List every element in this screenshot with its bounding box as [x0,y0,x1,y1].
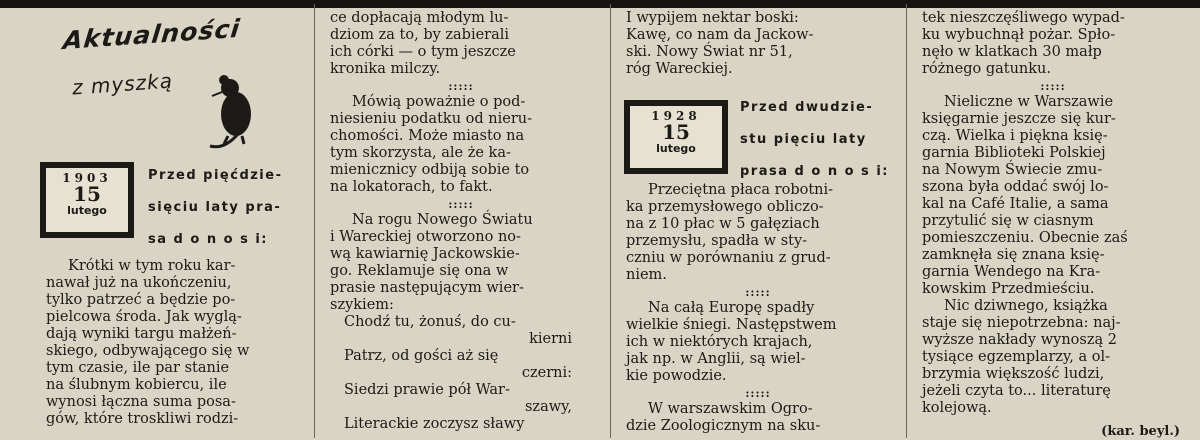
verse-line: Patrz, od gości aż się [344,348,499,364]
verse-wrap: kierni [529,331,572,347]
paragraph: Przeciętna płaca robotni- ka przemysłowego obliczo- na z 10 płac w 5 gałęziach przemysłu, spadła w sty- czniu w porównaniu z grud- niem. [626,182,834,283]
verse-line: Literackie zoczysz sławy [344,416,525,432]
paragraph: ce dopłacają młodym lu- dziom za to, by zabierali ich córki — o tym jeszcze kronika milczy. [330,10,516,77]
lead-1928 [740,92,900,188]
advert-verse [330,314,592,433]
date-month: lutego [656,142,696,155]
date-month: lutego [67,204,107,217]
separator: ::::: [448,80,474,93]
date-year: 1928 [651,109,701,123]
paragraph: I wypijem nektar boski: Kawę, co nam da Jackow- ski. Nowy Świat nr 51, róg Wareckiej. [626,10,814,77]
separator: ::::: [745,387,771,400]
verse-line: Siedzi prawie pół War- [344,382,510,398]
date-box-1928 [624,100,728,174]
date-box-1903 [40,162,134,238]
paragraph: Na rogu Nowego Światu i Wareckiej otworzono no- wą kawiarnię Jackowskie- go. Reklamuje się ona w prasie następującym wier- szykiem: [330,212,533,313]
mouse-icon [204,70,264,154]
verse-line: Chodź tu, żonuś, do cu- [344,314,516,330]
paragraph: Nieliczne w Warszawie księgarnie jeszcze się kur- czą. Wielka i piękna księ- garnia Biblioteki Polskiej na Nowym Świecie zmu- szona była oddać swój lo- kal na Café Italie, a sama przytulić się w ciasnym pomieszczeniu. Obecnie zaś zamknęła się znana księ- garnia Wendego na Kra- kowskim Przedmieściu. [922,94,1128,297]
verse-wrap: szawy, [524,399,572,415]
column-2 [330,10,592,433]
date-year: 1903 [62,171,112,185]
paragraph: Mówią poważnie o pod- niesieniu podatku od nieru- chomości. Może miasto na tym skorzysta, ale że ka- mienicznicy odbiją sobie to na lokatorach, to fakt. [330,94,532,195]
column-1-body [46,258,300,428]
column-3-top [626,10,890,78]
separator: ::::: [745,286,771,299]
column-rule [314,4,315,438]
verse-wrap: czerni: [521,365,572,381]
paragraph: W warszawskim Ogro- dzie Zoologicznym na sku- [626,401,821,434]
lead-line: prasa d o n o s i: [740,164,889,179]
separator: ::::: [1040,80,1066,93]
column-3-body [626,182,890,435]
separator: ::::: [448,198,474,211]
lead-line: Przed dwudzie- [740,100,874,115]
lead-line: stu pięciu laty [740,132,867,147]
paragraph: Nic dziwnego, książka staje się niepotrzebna: naj- wyższe nakłady wynoszą 2 tysiące egzemplarzy, a ol- brzymia większość ludzi, jeżeli czyta to... literaturę kolejową. [922,298,1121,416]
lead-line: sa d o n o s i: [148,232,268,247]
paragraph: Krótki w tym roku kar- nawał już na ukończeniu, tylko patrzeć a będzie po- pielcowa środa. Jak wyglą- dają wyniki targu małżeń- skiego, odbywającego się w tym czasie, ile par stanie na ślubnym kobiercu, ile wynosi łączna suma posa- gów, które troskliwi rodzi- [46,258,250,427]
author-signature: (kar. beyl.) [1101,424,1180,439]
lead-line: sięciu laty pra- [148,200,282,215]
logo-title: Aktualności [61,13,242,56]
paragraph: tek nieszczęśliwego wypad- ku wybuchnął pożar. Spło- nęło w klatkach 30 małp różnego gatunku. [922,10,1125,77]
logo-subtitle: z myszką [71,68,174,100]
lead-line: Przed pięćdzie- [148,168,283,183]
lead-1903 [148,160,298,256]
paragraph: Na całą Europę spadły wielkie śniegi. Następstwem ich w niektórych krajach, jak np. w Anglii, są wiel- kie powodzie. [626,300,837,384]
column-logo [44,14,284,154]
column-4 [922,10,1184,440]
column-rule [906,4,907,438]
top-border [0,0,1200,8]
column-rule [610,4,611,438]
date-day: 15 [662,120,690,144]
date-day: 15 [73,182,101,206]
